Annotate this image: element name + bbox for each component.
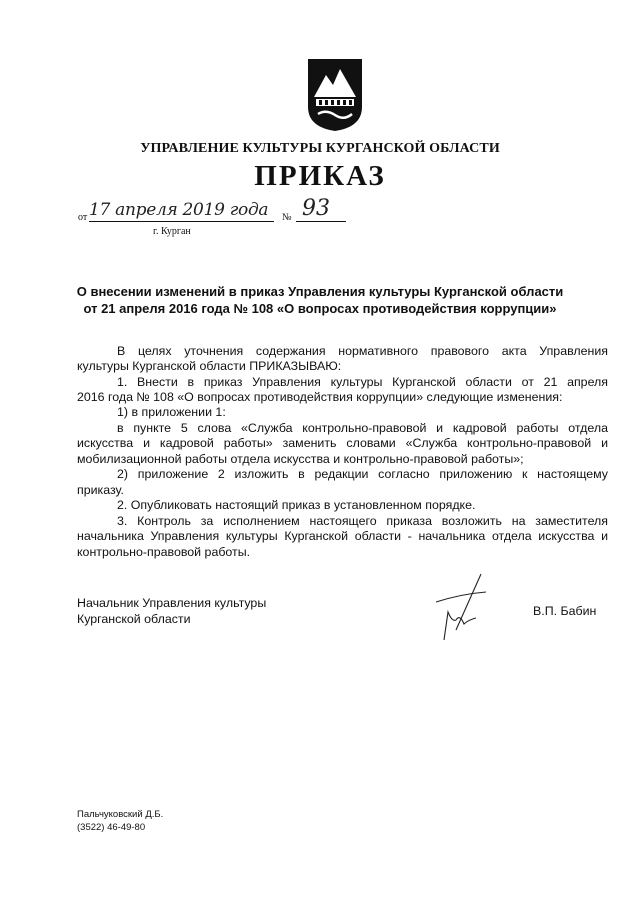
- handwritten-date: 17 апреля 2019 года: [89, 200, 269, 220]
- title-line-1: О внесении изменений в приказ Управления культуры Курганской области: [76, 284, 564, 299]
- signatory-name: В.П. Бабин: [533, 604, 597, 618]
- paragraph-subitem-1-text: в пункте 5 слова «Служба контрольно-правовой и кадровой работы отдела: [117, 421, 608, 435]
- paragraph-subitem-1-text-end: мобилизационной работы отдела искусства и контрольно-правовой работы»;: [77, 452, 524, 466]
- paragraph-item-3-cont: начальника Управления культуры Курганской области - начальника отдела искусства и: [77, 529, 608, 543]
- executor-info: [77, 808, 163, 834]
- handwritten-signature: [426, 572, 496, 644]
- paragraph-item-1: 1. Внести в приказ Управления культуры Курганской области от 21 апреля: [117, 375, 608, 389]
- executor-name: Пальчуковский Д.Б.: [77, 809, 164, 820]
- paragraph-item-1-cont: 2016 года № 108 «О вопросах противодействия коррупции» следующие изменения:: [77, 390, 563, 404]
- document-type-title: ПРИКАЗ: [254, 160, 386, 192]
- paragraph-item-2: 2. Опубликовать настоящий приказ в установленном порядке.: [117, 498, 476, 512]
- paragraph-subitem-1: 1) в приложении 1:: [117, 405, 226, 419]
- paragraph-item-3-end: контрольно-правовой работы.: [77, 545, 251, 559]
- paragraph-subitem-2-cont: приказу.: [77, 483, 124, 497]
- executor-phone: (3522) 46-49-80: [77, 822, 146, 833]
- signatory-position-line-2: Курганской области: [77, 612, 191, 626]
- date-prefix: от: [78, 212, 88, 223]
- number-prefix: №: [282, 212, 292, 223]
- paragraph-intro-cont: культуры Курганской области ПРИКАЗЫВАЮ:: [77, 359, 342, 373]
- document-title: [0, 283, 640, 317]
- city-label: г. Курган: [153, 226, 191, 237]
- handwritten-number: 93: [302, 196, 330, 221]
- number-underline: [296, 221, 346, 222]
- title-line-2: от 21 апреля 2016 года № 108 «О вопросах противодействия коррупции»: [83, 301, 557, 316]
- coat-of-arms-emblem: [306, 57, 364, 133]
- paragraph-intro: В целях уточнения содержания нормативного правового акта Управления: [117, 344, 608, 358]
- signatory-position: [77, 595, 266, 627]
- signatory-position-line-1: Начальник Управления культуры: [77, 596, 267, 610]
- paragraph-item-3: 3. Контроль за исполнением настоящего приказа возложить на заместителя: [117, 514, 608, 528]
- organization-name: УПРАВЛЕНИЕ КУЛЬТУРЫ КУРГАНСКОЙ ОБЛАСТИ: [140, 141, 500, 156]
- paragraph-subitem-1-text-cont: искусства и кадровой работы» заменить словами «Служба контрольно-правовой и: [77, 436, 608, 450]
- paragraph-subitem-2: 2) приложение 2 изложить в редакции согласно приложению к настоящему: [117, 467, 608, 481]
- date-underline: [89, 221, 274, 222]
